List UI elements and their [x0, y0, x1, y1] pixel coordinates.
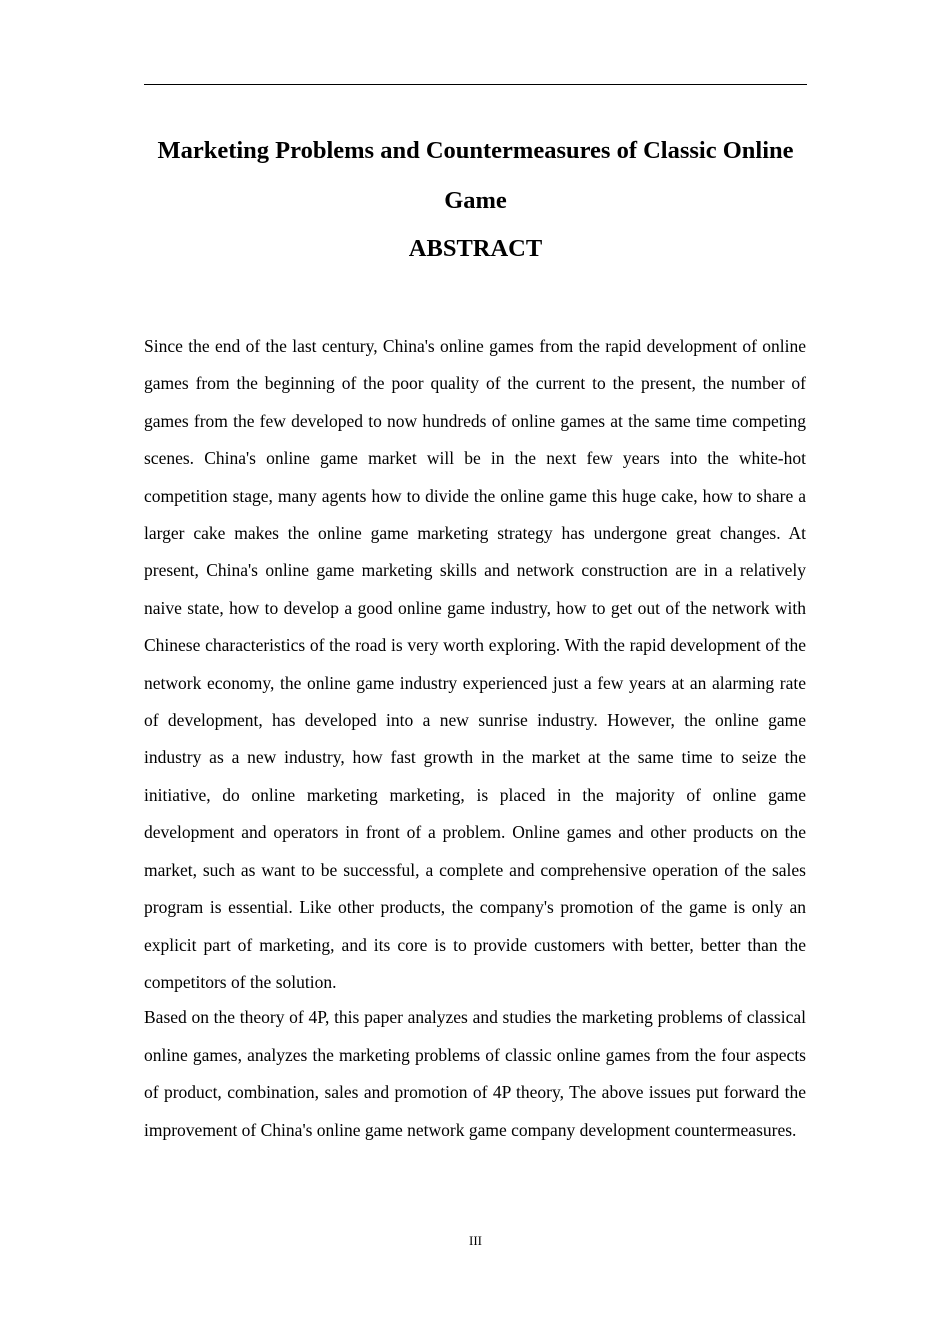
page-number: III: [469, 1233, 482, 1248]
abstract-paragraph-2: Based on the theory of 4P, this paper analyzes and studies the marketing problems of classical online games, analyzes the marketing problems of classic online games from the four aspects of product, combination, sales and promotion of 4P theory, The above issues put forward the improvement of China's online game network game company development countermeasures.: [144, 1007, 806, 1140]
paper-title: Marketing Problems and Countermeasures of Classic Online Game: [157, 137, 794, 214]
header-rule: [144, 84, 807, 85]
abstract-heading: ABSTRACT: [408, 235, 543, 262]
abstract-body: [144, 328, 806, 1149]
abstract-paragraph-1: Since the end of the last century, China's online games from the rapid development of online games from the beginning of the poor quality of the current to the present, the number of games from the few developed to now hundreds of online games at the same time competing scenes. China's online game market will be in the next few years into the white-hot competition stage, many agents how to divide the online game this huge cake, how to share a larger cake makes the online game marketing strategy has undergone great changes. At present, China's online game marketing skills and network construction are in a relatively naive state, how to develop a good online game industry, how to get out of the network with Chinese characteristics of the road is very worth exploring. With the rapid development of the network economy, the online game industry experienced just a few years at an alarming rate of development, has developed into a new sunrise industry. However, the online game industry as a new industry, how fast growth in the market at the same time to seize the initiative, do online marketing marketing, is placed in the majority of online game development and operators in front of a problem. Online games and other products on the market, such as want to be successful, a complete and comprehensive operation of the sales program is essential. Like other products, the company's promotion of the game is only an explicit part of marketing, and its core is to provide customers with better, better than the competitors of the solution.: [144, 336, 806, 992]
